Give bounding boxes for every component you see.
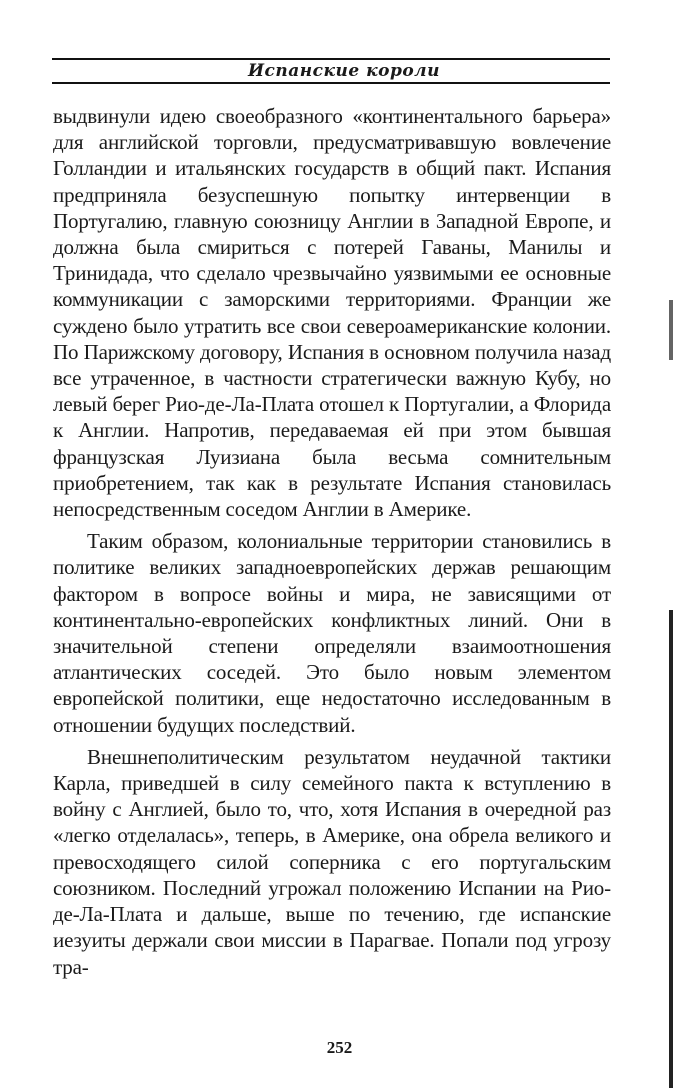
page-number: 252	[326, 1038, 353, 1057]
paragraph-3: Внешнеполитическим результатом неудачной тактики Карла, приведшей в силу семейного пакта к вступлению в войну с Англией, было то, что, хотя Испания в очередной раз «легко отделалась», теперь, в Америке, она обрела великого и превосходящего силой соперника с его португальским союзником. Последний угрожал положению Испании на Рио-де-Ла-Плата и дальше, выше по течению, где испанские иезуиты держали свои миссии в Парагвае. Попали под угрозу тра-	[53, 744, 611, 979]
running-head-bottom-rule	[52, 82, 610, 84]
paragraph-1: выдвинули идею своеобразного «континентального барьера» для английской торговли, предусматривавшую вовлечение Голландии и итальянских государств в общий пакт. Испания предприняла безуспешную попытку интервенции в Португалию, главную союзницу Англии в Западной Европе, и должна была смириться с потерей Гаваны, Манилы и Тринидада, что сделало чрезвычайно уязвимыми ее основные коммуникации с заморскими территориями. Франции же суждено было утратить все свои североамериканские колонии. По Парижскому договору, Испания в основном получила назад все утраченное, в частности стратегически важную Кубу, но левый берег Рио-де-Ла-Плата отошел к Португалии, а Флорида к Англии. Напротив, передаваемая ей при этом бывшая французская Луизиана была весьма сомнительным приобретением, так как в результате Испания становилась непосредственным соседом Англии в Америке.	[53, 104, 611, 522]
scan-edge-shadow-lower	[669, 610, 673, 1088]
body-text	[53, 103, 611, 980]
paragraph-2: Таким образом, колониальные территории становились в политике великих западноевропейских держав решающим фактором в вопросе войны и мира, не зависящими от континентально-европейских конфликтных линий. Они в значительной степени определяли взаимоотношения атлантических соседей. Это было новым элементом европейской политики, еще недостаточно исследованным в отношении будущих последствий.	[53, 529, 611, 737]
scan-edge-shadow-upper	[669, 300, 673, 360]
running-head-title: Испанские короли	[247, 61, 440, 81]
running-head	[52, 58, 610, 84]
